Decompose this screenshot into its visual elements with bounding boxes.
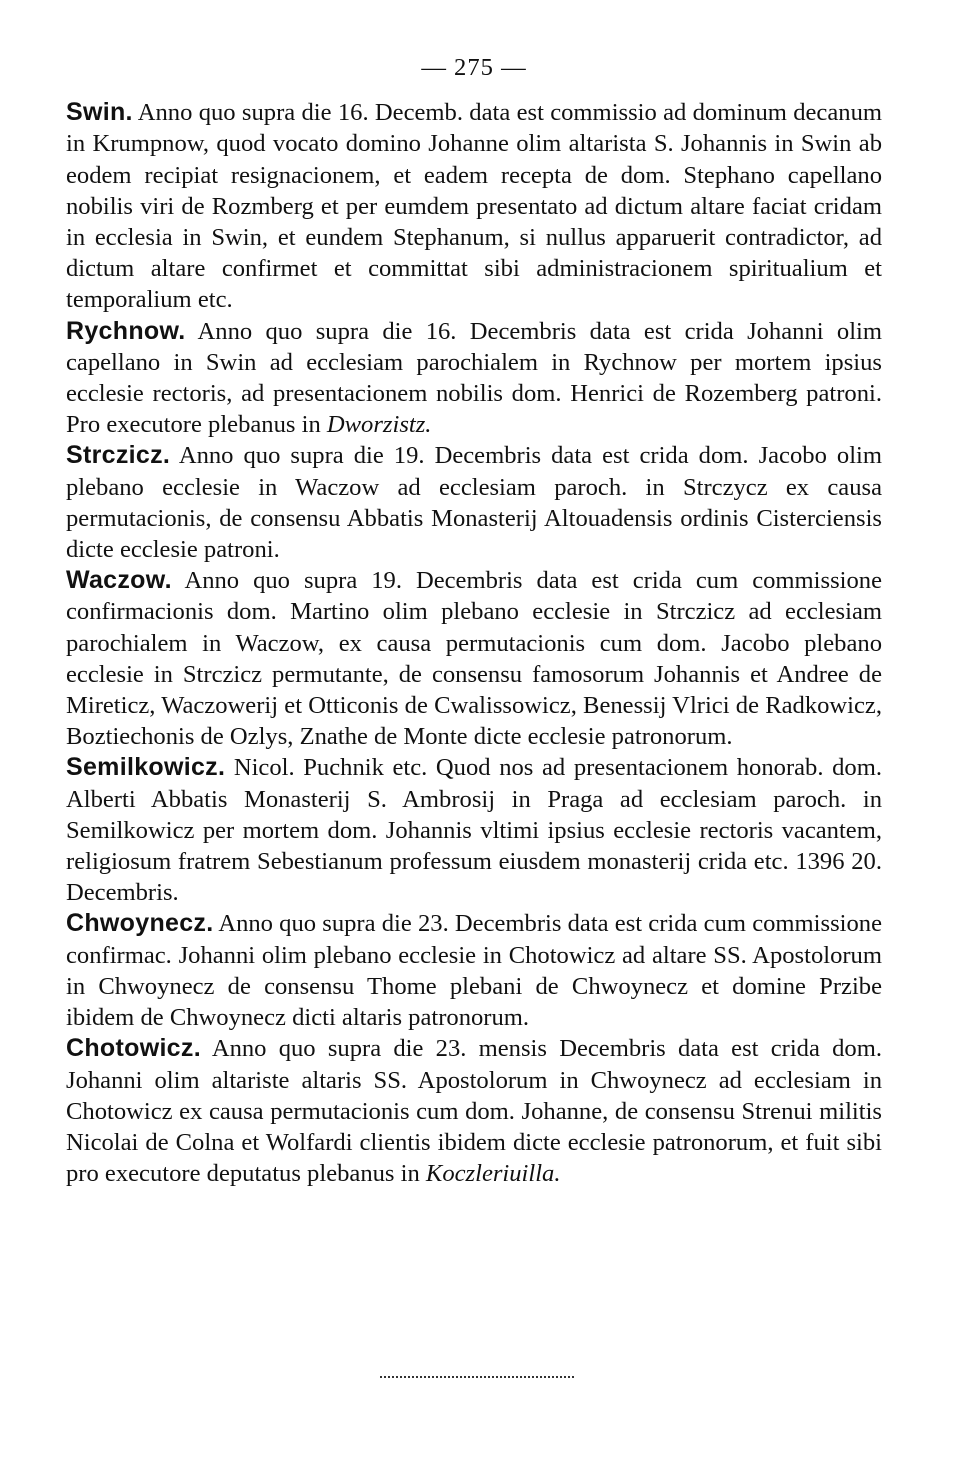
entry-chwoynecz: [66, 908, 882, 1033]
page-number: — 275 —: [421, 54, 527, 81]
entry-text: Anno quo supra die 19. Decembris data est crida dom. Jacobo olim plebano ecclesie in Waczow ad ecclesiam paroch. in Strczycz ex causa permutacionis, de consensu Abbatis Monasterij Altouadensis ordinis Cisterciensis dicte ecclesie patroni.: [66, 442, 882, 564]
entry-italic-place: Koczleriuilla.: [425, 1160, 561, 1188]
entry-heading: Chotowicz.: [66, 1034, 201, 1063]
entry-text: Anno quo supra die 23. mensis Decembris data est crida dom. Johanni olim altariste altaris SS. Apostolorum in Chwoynecz ad ecclesiam in Chotowicz ex causa permutacionis cum dom. Johanne, de consensu Strenui militis Nicolai de Colna et Wolfardi clientis ibidem dicte ecclesie patronorum, et fuit sibi pro executore deputatus plebanus in: [66, 1035, 882, 1188]
entry-heading: Chwoynecz.: [66, 909, 214, 938]
entry-text: Anno quo supra die 16. Decemb. data est commissio ad dominum decanum in Krumpnow, quod vocato domino Johanne olim altarista S. Johannis in Swin ab eodem recipiat resignacionem, et eadem recepta de dom. Stephano capellano nobilis viri de Rozmberg et per eumdem presentato ad dictum altare faciat cridam in ecclesia in Swin, et eundem Stephanum, si nullus apparuerit contradictor, ad dictum altare confirmet et committat sibi administracionem spiritualium et temporalium etc.: [66, 99, 882, 314]
end-divider: [380, 1376, 574, 1378]
entry-text: Anno quo supra die 23. Decembris data est crida cum commissione confirmac. Johanni olim plebano ecclesie in Chotowicz ad altare SS. Apostolorum in Chwoynecz de consensu Thome plebani de Chwoynecz et domine Przibe ibidem de Chwoynecz dicti altaris patronorum.: [66, 910, 882, 1032]
entry-heading: Swin.: [66, 98, 133, 127]
entry-strczicz: [66, 440, 882, 565]
document-page: [66, 52, 882, 1189]
entry-heading: Semilkowicz.: [66, 753, 226, 782]
entry-rychnow: [66, 316, 882, 441]
entry-semilkowicz: [66, 752, 882, 908]
entry-swin: [66, 97, 882, 315]
entry-text: Anno quo supra 19. Decembris data est crida cum commissione confirmacionis dom. Martino olim plebano ecclesie in Strczicz ad ecclesiam parochialem in Waczow, ex causa permutacionis cum dom. Jacobo plebano ecclesie in Strczicz permutante, de consensu famosorum Johannis et Andree de Mireticz, Waczowerij et Otticonis de Cwalissowicz, Benessij Vlrici de Radkowicz, Boztiechonis de Ozlys, Znathe de Monte dicte ecclesie patronorum.: [66, 567, 882, 751]
entry-chotowicz: [66, 1033, 882, 1189]
entry-heading: Waczow.: [66, 566, 172, 595]
entry-heading: Rychnow.: [66, 316, 186, 345]
entry-text: Anno quo supra die 16. Decembris data est crida Johanni olim capellano in Swin ad ecclesiam parochialem in Rychnow per mortem ipsius ecclesie rectoris, ad presentacionem nobilis dom. Henrici de Rozemberg patroni. Pro executore plebanus in: [66, 317, 882, 439]
entry-waczow: [66, 565, 882, 752]
entry-italic-place: Dworzistz.: [326, 411, 432, 439]
entry-text: Nicol. Puchnik etc. Quod nos ad presentacionem honorab. dom. Alberti Abbatis Monasterij S. Ambrosij in Praga ad ecclesiam paroch. in Semilkowicz per mortem dom. Johannis vltimi ipsius ecclesie rectoris vacantem, religiosum fratrem Sebestianum professum eiusdem monasterij crida etc. 1396 20. Decembris.: [66, 754, 882, 907]
entry-heading: Strczicz.: [66, 441, 171, 470]
